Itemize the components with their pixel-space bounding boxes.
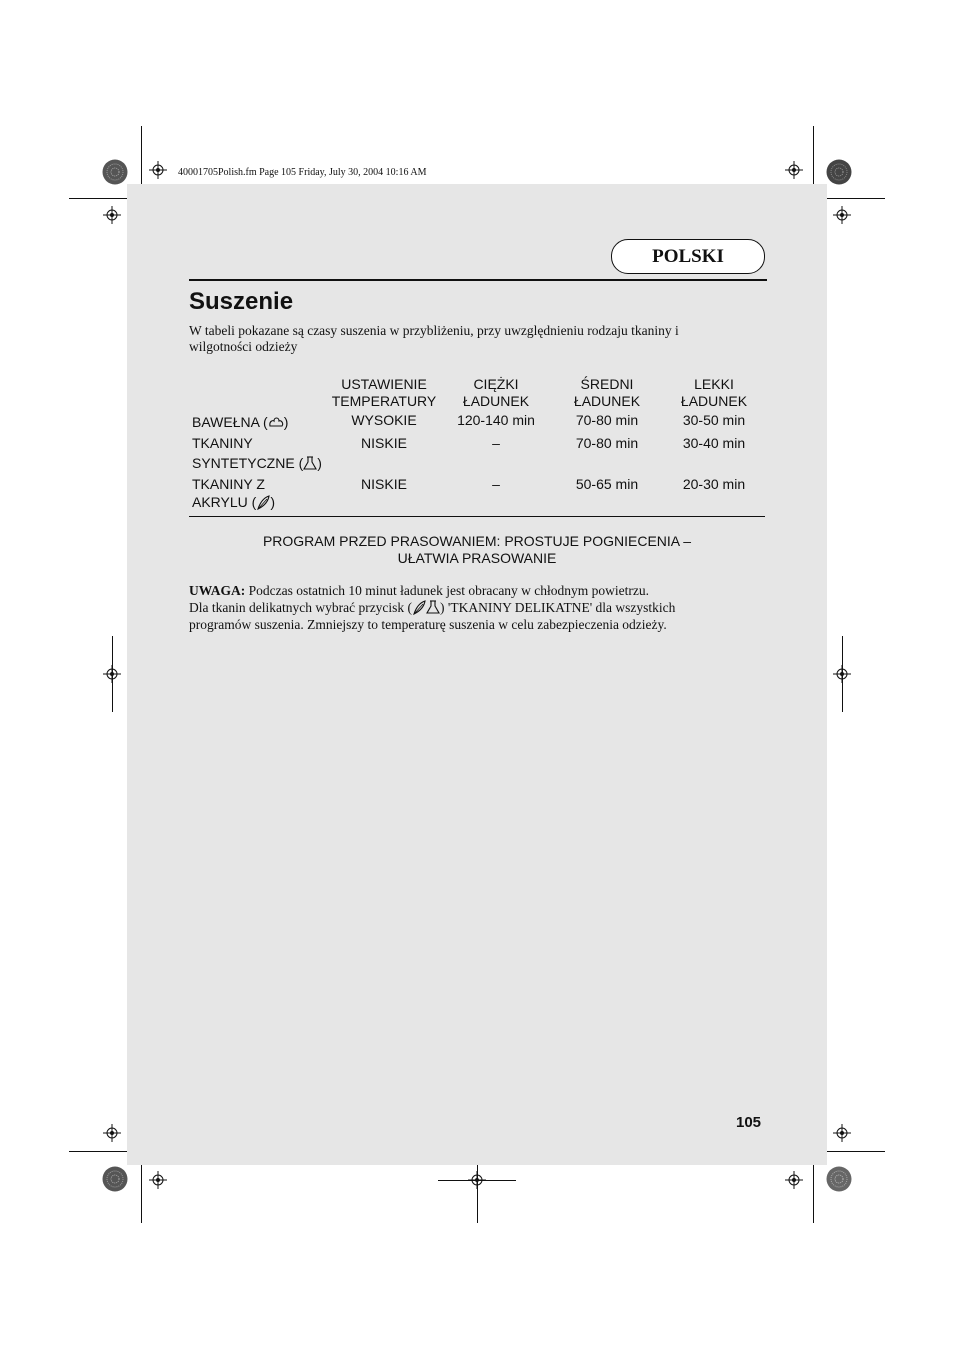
table-cell: – [492,435,500,451]
cotton-icon [268,414,284,430]
program-note: PROGRAM PRZED PRASOWANIEM: PROSTUJE POGNIECENIA – UŁATWIA PRASOWANIE [262,533,692,566]
crop-mark [141,1165,142,1223]
column-header-heavy-load: CIĘŻKI ŁADUNEK [462,376,530,409]
crop-mark [69,1151,127,1152]
table-cell: NISKIE [361,476,407,492]
registration-mark-icon [149,161,167,179]
page-title: Suszenie [189,288,294,315]
table-row-label: TKANINY [192,435,253,451]
print-header: 40001705Polish.fm Page 105 Friday, July 30, 2004 10:16 AM [178,167,427,178]
crop-mark [827,1151,885,1152]
column-header-temperature: USTAWIENIE TEMPERATURY [331,376,437,409]
intro-paragraph [189,323,749,355]
color-rosette-icon [826,159,852,185]
table-cell: – [492,476,500,492]
language-tab: POLSKI [611,239,765,274]
intro-line: wilgotności odzieży [189,339,298,354]
intro-line: W tabeli pokazane są czasy suszenia w przybliżeniu, przy uwzględnieniu rodzaju tkaniny i [189,323,679,338]
table-cell: 50-65 min [575,476,639,492]
column-header-light-load: LEKKI ŁADUNEK [680,376,748,409]
table-row-label: AKRYLU ( ) [192,494,275,510]
registration-mark-icon [468,1171,486,1189]
crop-mark [813,126,814,184]
note-paragraph: UWAGA: Podczas ostatnich 10 minut ładunek jest obracany w chłodnym powietrzu. Dla tkanin delikatnych wybrać przycisk ( ) 'TKANINY DELIKATNE' dla wszystkich programów suszenia. Zmniejszy to temperaturę suszenia w celu zabezpieczenia odzieży. [189,583,676,632]
table-cell: WYSOKIE [351,412,417,428]
registration-mark-icon [103,1124,121,1142]
acrylic-feather-icon [256,495,270,510]
table-cell: NISKIE [361,435,407,451]
registration-mark-icon [103,206,121,224]
crop-mark [827,198,885,199]
table-cell: 30-50 min [682,412,746,428]
table-cell: 70-80 min [575,435,639,451]
color-rosette-icon [102,1166,128,1192]
registration-mark-icon [785,1171,803,1189]
color-rosette-icon [826,1166,852,1192]
registration-mark-icon [833,1124,851,1142]
note-label: UWAGA: [189,583,246,598]
page-number: 105 [736,1114,762,1131]
crop-mark [813,1165,814,1223]
crop-mark [141,126,142,184]
table-cell: 120-140 min [457,412,535,428]
table-row-label: TKANINY Z [192,476,265,492]
registration-mark-icon [103,665,121,683]
column-header-medium-load: ŚREDNI ŁADUNEK [573,376,641,409]
crop-mark [69,198,127,199]
synthetic-flask-icon [303,456,317,471]
registration-mark-icon [785,161,803,179]
table-cell: 20-30 min [682,476,746,492]
top-divider [189,279,767,281]
table-row-label: BAWEŁNA ( ) [192,414,289,430]
registration-mark-icon [833,665,851,683]
registration-mark-icon [149,1171,167,1189]
color-rosette-icon [102,159,128,185]
table-cell: 30-40 min [682,435,746,451]
synthetic-flask-icon [426,600,440,615]
table-row-label: SYNTETYCZNE ( ) [192,455,322,471]
registration-mark-icon [833,206,851,224]
acrylic-feather-icon [412,600,426,615]
table-cell: 70-80 min [575,412,639,428]
table-bottom-divider [189,516,765,517]
